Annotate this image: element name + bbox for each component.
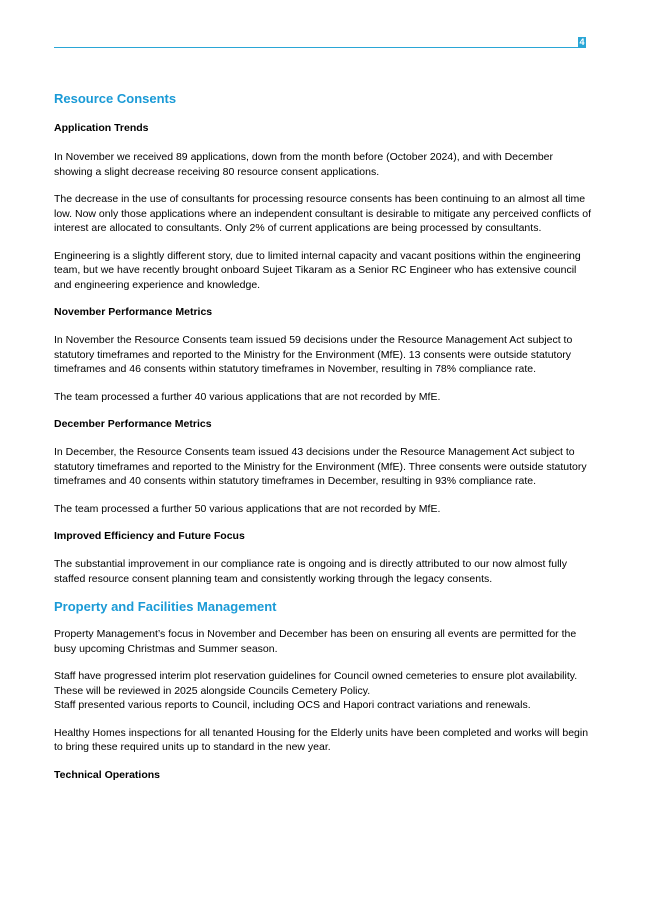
paragraph: Healthy Homes inspections for all tenanted Housing for the Elderly units have been completed and works will begin to bring these required units up to standard in the new year. [54, 726, 589, 753]
paragraph: The substantial improvement in our compliance rate is ongoing and is directly attributed to our now almost fully staffed resource consent planning team and consistently working through the legacy consents. [54, 558, 568, 585]
subheading-november-metrics: November Performance Metrics [54, 306, 213, 318]
page-number: 4 [579, 37, 585, 47]
paragraph: Engineering is a slightly different story, due to limited internal capacity and vacant positions within the engineering team, but we have recently brought onboard Sujeet Tikaram as a Senior RC Engineer who has extensive council and engineering experience and knowledge. [54, 249, 581, 291]
paragraph: Staff presented various reports to Council, including OCS and Hapori contract variations and renewals. [54, 699, 531, 711]
paragraph: In November the Resource Consents team issued 59 decisions under the Resource Management Act subject to statutory timeframes and reported to the Ministry for the Environment (MfE). 13 consents were outside statutory timeframes and 46 consents within statutory timeframes in November, resulting in 78% compliance rate. [54, 334, 573, 375]
paragraph: The team processed a further 50 various applications that are not recorded by MfE. [54, 502, 441, 515]
section-heading-property: Property and Facilities Management [54, 599, 277, 614]
paragraph: The team processed a further 40 various applications that are not recorded by MfE. [54, 390, 441, 403]
paragraph: In November we received 89 applications, down from the month before (October 2024), and with December showing a slight decrease receiving 80 resource consent applications. [54, 151, 554, 178]
paragraph: Staff have progressed interim plot reservation guidelines for Council owned cemeteries to ensure plot availability. These will be reviewed in 2025 alongside Councils Cemetery Policy. [54, 670, 578, 697]
subheading-efficiency: Improved Efficiency and Future Focus [54, 530, 245, 542]
paragraph: Property Management’s focus in November and December has been on ensuring all events are permitted for the busy upcoming Christmas and Summer season. [54, 628, 577, 655]
section-heading-resource-consents: Resource Consents [54, 91, 177, 106]
header-rule [54, 47, 579, 48]
subheading-technical-operations: Technical Operations [54, 768, 160, 781]
subheading-application-trends: Application Trends [54, 122, 149, 134]
subheading-december-metrics: December Performance Metrics [54, 418, 212, 430]
document-body [54, 90, 594, 783]
paragraph: The decrease in the use of consultants for processing resource consents has been continuing to an almost all time low. Now only those applications where an independent consultant is desirable to mitigate any perceived conflicts of interest are allocated to consultants. Only 2% of current applications are being processed by consultants. [54, 193, 591, 234]
paragraph: In December, the Resource Consents team issued 43 decisions under the Resource Management Act subject to statutory timeframes and reported to the Ministry for the Environment (MfE). Three consents were outside statutory timeframes and 40 consents within statutory timeframes in December, resulting in 93% compliance rate. [54, 446, 587, 487]
